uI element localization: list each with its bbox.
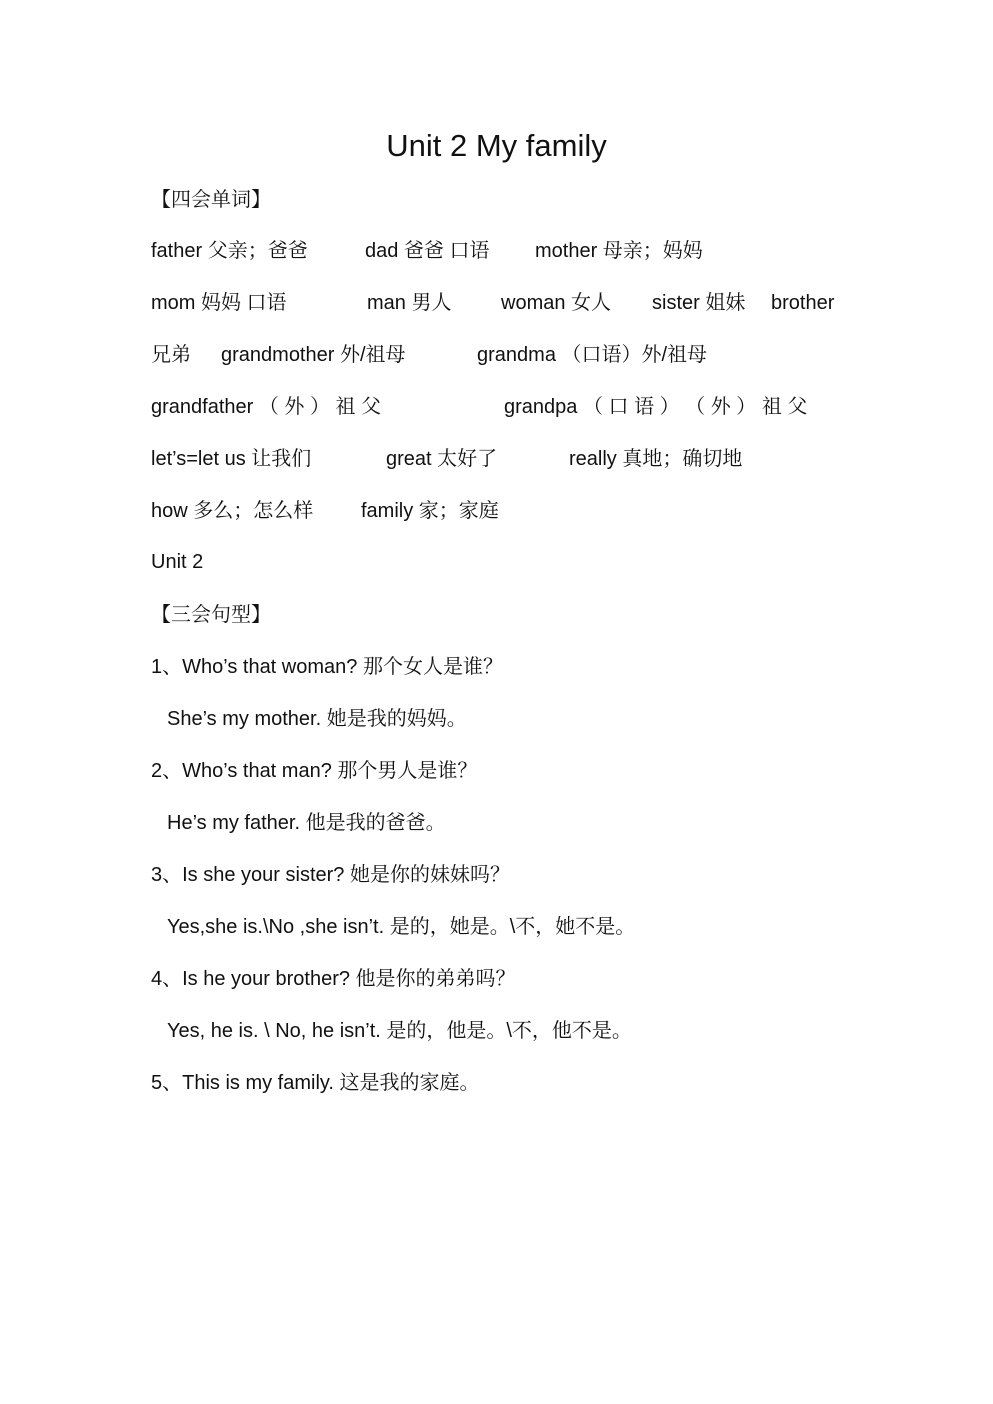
- vocab-entry-brother: brother: [771, 292, 835, 314]
- unit-label: Unit 2: [151, 551, 204, 573]
- vocab-entry-great: great 太好了: [386, 448, 498, 470]
- vocab-entry-lets: let’s=let us 让我们: [151, 448, 312, 470]
- vocab-entry-grandma: grandma （口语）外/祖母: [477, 344, 708, 366]
- vocab-entry-how: how 多么；怎么样: [151, 500, 314, 522]
- sentence-answer-3: Yes,she is.\No ,she isn’t. 是的，她是。\不，她不是。: [167, 916, 636, 938]
- vocab-entry-mother: mother 母亲；妈妈: [535, 240, 703, 262]
- vocab-entry-grandmother: grandmother 外/祖母: [221, 344, 406, 366]
- vocab-section-heading: 【四会单词】: [151, 189, 271, 211]
- vocab-entry-man: man 男人: [367, 292, 452, 314]
- vocab-entry-dad: dad 爸爸 口语: [365, 240, 490, 262]
- vocab-entry-really: really 真地；确切地: [569, 448, 743, 470]
- sentence-question-2: 2、Who’s that man? 那个男人是谁？: [151, 760, 478, 782]
- sentence-question-4: 4、Is he your brother? 他是你的弟弟吗？: [151, 968, 516, 990]
- vocab-entry-sister: sister 姐妹: [652, 292, 746, 314]
- vocab-entry-family: family 家；家庭: [361, 500, 499, 522]
- sentence-answer-4: Yes, he is. \ No, he isn’t. 是的，他是。\不，他不是。: [167, 1020, 632, 1042]
- vocab-entry-brother-meaning: 兄弟: [151, 344, 191, 366]
- sentence-question-3: 3、Is she your sister? 她是你的妹妹吗？: [151, 864, 510, 886]
- vocab-entry-father: father 父亲；爸爸: [151, 240, 308, 262]
- document-title: Unit 2 My family: [386, 128, 607, 163]
- sentence-answer-2: He’s my father. 他是我的爸爸。: [167, 812, 446, 834]
- vocab-entry-woman: woman 女人: [501, 292, 612, 314]
- sentence-answer-1: She’s my mother. 她是我的妈妈。: [167, 708, 467, 730]
- vocab-entry-mom: mom 妈妈 口语: [151, 292, 287, 314]
- vocab-entry-grandfather: grandfather （ 外 ） 祖 父: [151, 396, 382, 418]
- sentence-section-heading: 【三会句型】: [151, 604, 271, 626]
- sentence-question-5: 5、This is my family. 这是我的家庭。: [151, 1072, 480, 1094]
- sentence-question-1: 1、Who’s that woman? 那个女人是谁？: [151, 656, 503, 678]
- vocab-entry-grandpa: grandpa （ 口 语 ） （ 外 ） 祖 父: [504, 396, 808, 418]
